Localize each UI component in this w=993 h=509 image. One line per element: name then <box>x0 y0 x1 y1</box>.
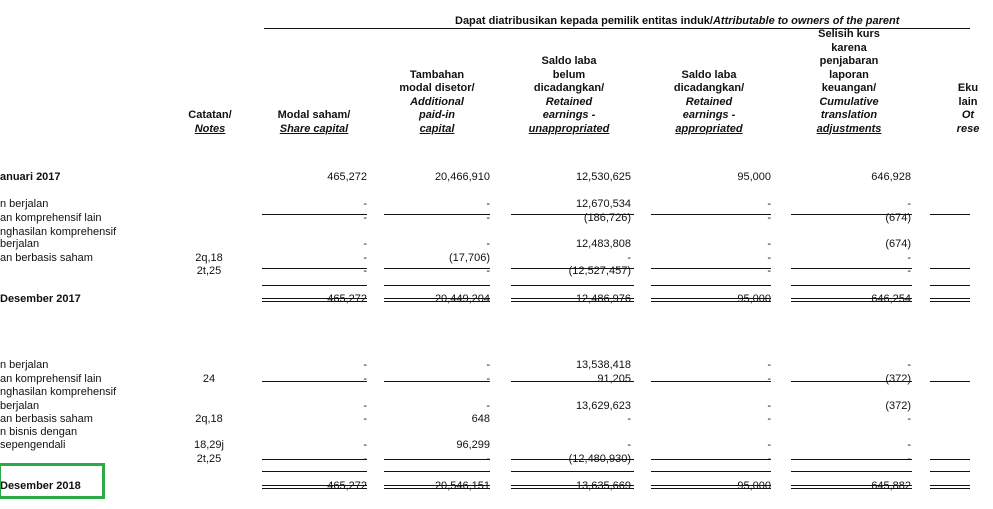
column-header-line: unappropriated <box>528 122 610 135</box>
row-value: - <box>767 265 771 277</box>
subtotal-rule <box>511 381 634 382</box>
column-header-line: Retained <box>685 95 733 108</box>
column-header-line: dicadangkan/ <box>673 82 745 94</box>
total-rule-double <box>791 485 912 489</box>
subtotal-rule <box>930 381 970 382</box>
row-value: 646,254 <box>871 293 911 305</box>
subtotal-rule <box>930 459 970 460</box>
row-value: - <box>907 439 911 451</box>
column-header-line: Retained <box>545 95 593 108</box>
row-value: (372) <box>885 373 911 385</box>
row-value: 13,629,623 <box>575 400 631 412</box>
column-header-share_capital <box>259 109 369 136</box>
subtotal-rule <box>262 381 367 382</box>
row-value: - <box>767 439 771 451</box>
row-notes: 2q,18 <box>195 252 223 264</box>
row-value: 465,272 <box>327 293 367 305</box>
group-header-id: Dapat diatribusikan kepada pemilik entitas induk/ <box>455 15 713 27</box>
total-rule-top <box>384 471 490 472</box>
total-rule-double <box>651 298 771 302</box>
row-value: - <box>907 265 911 277</box>
row-label: berjalan <box>0 400 40 412</box>
row-value: 91,205 <box>597 373 631 385</box>
column-header-line: laporan <box>829 68 869 81</box>
column-header-line: Notes <box>194 122 226 135</box>
total-rule-double <box>651 485 771 489</box>
row-value: 95,000 <box>737 480 771 492</box>
row-label: an komprehensif lain <box>0 373 102 385</box>
row-label: anuari 2017 <box>0 171 61 183</box>
column-header-retained_app <box>654 69 764 137</box>
row-value: - <box>907 413 911 425</box>
subtotal-rule <box>511 268 634 269</box>
row-notes: 2t,25 <box>196 265 222 277</box>
row-value: - <box>767 252 771 264</box>
total-rule-top <box>930 285 970 286</box>
row-notes: 2q,18 <box>195 413 223 425</box>
total-rule-top <box>384 285 490 286</box>
column-header-line: belum <box>552 68 586 81</box>
subtotal-rule <box>791 459 912 460</box>
row-notes: 18,29j <box>194 439 224 451</box>
column-header-line: adjustments <box>816 122 882 135</box>
column-header-line: Cumulative <box>819 95 879 108</box>
column-header-line: modal disetor/ <box>399 82 475 94</box>
row-label: nghasilan komprehensif <box>0 386 117 398</box>
row-value: 648 <box>471 413 490 425</box>
row-notes: 24 <box>202 373 216 385</box>
subtotal-rule <box>930 268 970 269</box>
highlight-box <box>0 463 105 499</box>
row-value: - <box>627 413 631 425</box>
column-header-translation <box>789 28 909 136</box>
column-header-line: Selisih kurs <box>818 28 880 40</box>
row-value: 12,486,976 <box>575 293 631 305</box>
subtotal-rule <box>651 381 771 382</box>
row-label: an berbasis saham <box>0 252 93 264</box>
row-value: - <box>767 198 771 210</box>
row-value: 465,272 <box>327 480 367 492</box>
row-value: - <box>486 453 490 465</box>
column-header-line: appropriated <box>675 122 743 135</box>
row-value: 95,000 <box>737 171 771 183</box>
total-rule-double <box>930 485 970 489</box>
column-header-line: earnings - <box>682 109 736 121</box>
row-label: an komprehensif lain <box>0 212 102 224</box>
subtotal-rule <box>651 214 771 215</box>
row-value: 13,635,669 <box>575 480 631 492</box>
row-value: - <box>363 265 367 277</box>
row-value: - <box>627 439 631 451</box>
row-value: - <box>907 198 911 210</box>
total-rule-double <box>262 298 367 302</box>
row-value: 20,466,910 <box>434 171 490 183</box>
row-label: nghasilan komprehensif <box>0 226 117 238</box>
column-header-line: Catatan/ <box>188 109 232 121</box>
column-header-line: karena <box>831 41 867 54</box>
column-header-line: Saldo laba <box>681 68 737 81</box>
row-value: 95,000 <box>737 293 771 305</box>
column-header-line: Tambahan <box>409 68 465 81</box>
column-header-line: Additional <box>410 95 464 108</box>
row-value: - <box>363 212 367 224</box>
row-value: 645,882 <box>871 480 911 492</box>
row-value: (674) <box>885 212 911 224</box>
column-header-line: Ot <box>961 109 975 121</box>
total-rule-double <box>384 298 490 302</box>
subtotal-rule <box>262 459 367 460</box>
row-value: - <box>486 212 490 224</box>
subtotal-rule <box>791 268 912 269</box>
column-header-other <box>943 82 993 136</box>
row-value: 12,670,534 <box>575 198 631 210</box>
total-rule-double <box>511 298 634 302</box>
row-label: Desember 2018 <box>0 480 81 492</box>
row-value: - <box>627 252 631 264</box>
column-header-line: earnings - <box>542 109 596 121</box>
row-value: (372) <box>885 400 911 412</box>
row-value: 20,546,151 <box>434 480 490 492</box>
row-value: - <box>907 453 911 465</box>
row-value: - <box>363 252 367 264</box>
row-value: - <box>907 359 911 371</box>
total-rule-top <box>511 285 634 286</box>
row-value: 646,928 <box>871 171 911 183</box>
total-rule-double <box>384 485 490 489</box>
row-value: 96,299 <box>456 439 490 451</box>
row-value: (12,480,930) <box>568 453 631 465</box>
row-value: - <box>767 359 771 371</box>
row-label: n berjalan <box>0 359 49 371</box>
total-rule-top <box>930 471 970 472</box>
total-rule-double <box>930 298 970 302</box>
total-rule-double <box>262 485 367 489</box>
column-header-line: rese <box>956 122 980 135</box>
row-value: (674) <box>885 238 911 250</box>
row-value: - <box>486 400 490 412</box>
row-value: - <box>767 238 771 250</box>
column-header-line: keuangan/ <box>821 82 877 94</box>
subtotal-rule <box>384 381 490 382</box>
subtotal-rule <box>384 214 490 215</box>
subtotal-rule <box>651 459 771 460</box>
row-value: 20,449,204 <box>434 293 490 305</box>
subtotal-rule <box>262 268 367 269</box>
subtotal-rule <box>511 459 634 460</box>
row-value: - <box>363 439 367 451</box>
row-value: - <box>363 373 367 385</box>
row-value: - <box>363 413 367 425</box>
total-rule-top <box>791 285 912 286</box>
row-value: - <box>767 400 771 412</box>
row-value: - <box>767 212 771 224</box>
row-label: n bisnis dengan <box>0 426 78 438</box>
total-rule-top <box>791 471 912 472</box>
row-value: - <box>767 373 771 385</box>
group-header-en: Attributable to owners of the parent <box>712 15 900 27</box>
column-header-line: capital <box>419 122 455 135</box>
row-notes: 2t,25 <box>196 453 222 465</box>
total-rule-double <box>511 485 634 489</box>
group-header <box>455 15 899 28</box>
total-rule-top <box>651 471 771 472</box>
row-label: Desember 2017 <box>0 293 81 305</box>
subtotal-rule <box>651 268 771 269</box>
row-value: - <box>363 359 367 371</box>
subtotal-rule <box>384 268 490 269</box>
row-label: sepengendali <box>0 439 66 451</box>
column-header-apic <box>382 69 492 137</box>
total-rule-top <box>262 471 367 472</box>
row-value: (186,726) <box>583 212 631 224</box>
row-value: - <box>486 359 490 371</box>
column-header-line: paid-in <box>418 109 456 121</box>
column-header-line: Share capital <box>279 122 349 135</box>
row-label: an berbasis saham <box>0 413 93 425</box>
row-value: - <box>363 400 367 412</box>
row-value: 12,530,625 <box>575 171 631 183</box>
column-header-line: translation <box>820 109 878 121</box>
total-rule-double <box>791 298 912 302</box>
column-header-line: penjabaran <box>819 55 879 67</box>
subtotal-rule <box>791 214 912 215</box>
subtotal-rule <box>791 381 912 382</box>
row-label: berjalan <box>0 238 40 250</box>
subtotal-rule <box>930 214 970 215</box>
column-header-line: Saldo laba <box>541 55 597 67</box>
total-rule-top <box>511 471 634 472</box>
row-value: 465,272 <box>327 171 367 183</box>
row-value: - <box>486 373 490 385</box>
row-value: - <box>486 265 490 277</box>
row-value: - <box>363 198 367 210</box>
row-value: - <box>486 198 490 210</box>
subtotal-rule <box>384 459 490 460</box>
column-header-retained_unapp <box>509 55 629 136</box>
row-value: - <box>363 453 367 465</box>
column-header-line: Modal saham/ <box>277 109 351 121</box>
row-value: (12,527,457) <box>568 265 631 277</box>
row-label: n berjalan <box>0 198 49 210</box>
subtotal-rule <box>262 214 367 215</box>
row-value: - <box>767 453 771 465</box>
total-rule-top <box>651 285 771 286</box>
column-header-line: lain <box>958 95 978 108</box>
row-value: 13,538,418 <box>575 359 631 371</box>
row-value: (17,706) <box>449 252 490 264</box>
total-rule-top <box>262 285 367 286</box>
column-header-notes <box>180 109 240 136</box>
row-value: 12,483,808 <box>575 238 631 250</box>
column-header-line: Eku <box>957 82 979 94</box>
row-value: - <box>363 238 367 250</box>
row-value: - <box>767 413 771 425</box>
row-value: - <box>486 238 490 250</box>
subtotal-rule <box>511 214 634 215</box>
row-value: - <box>907 252 911 264</box>
column-header-line: dicadangkan/ <box>533 82 605 94</box>
